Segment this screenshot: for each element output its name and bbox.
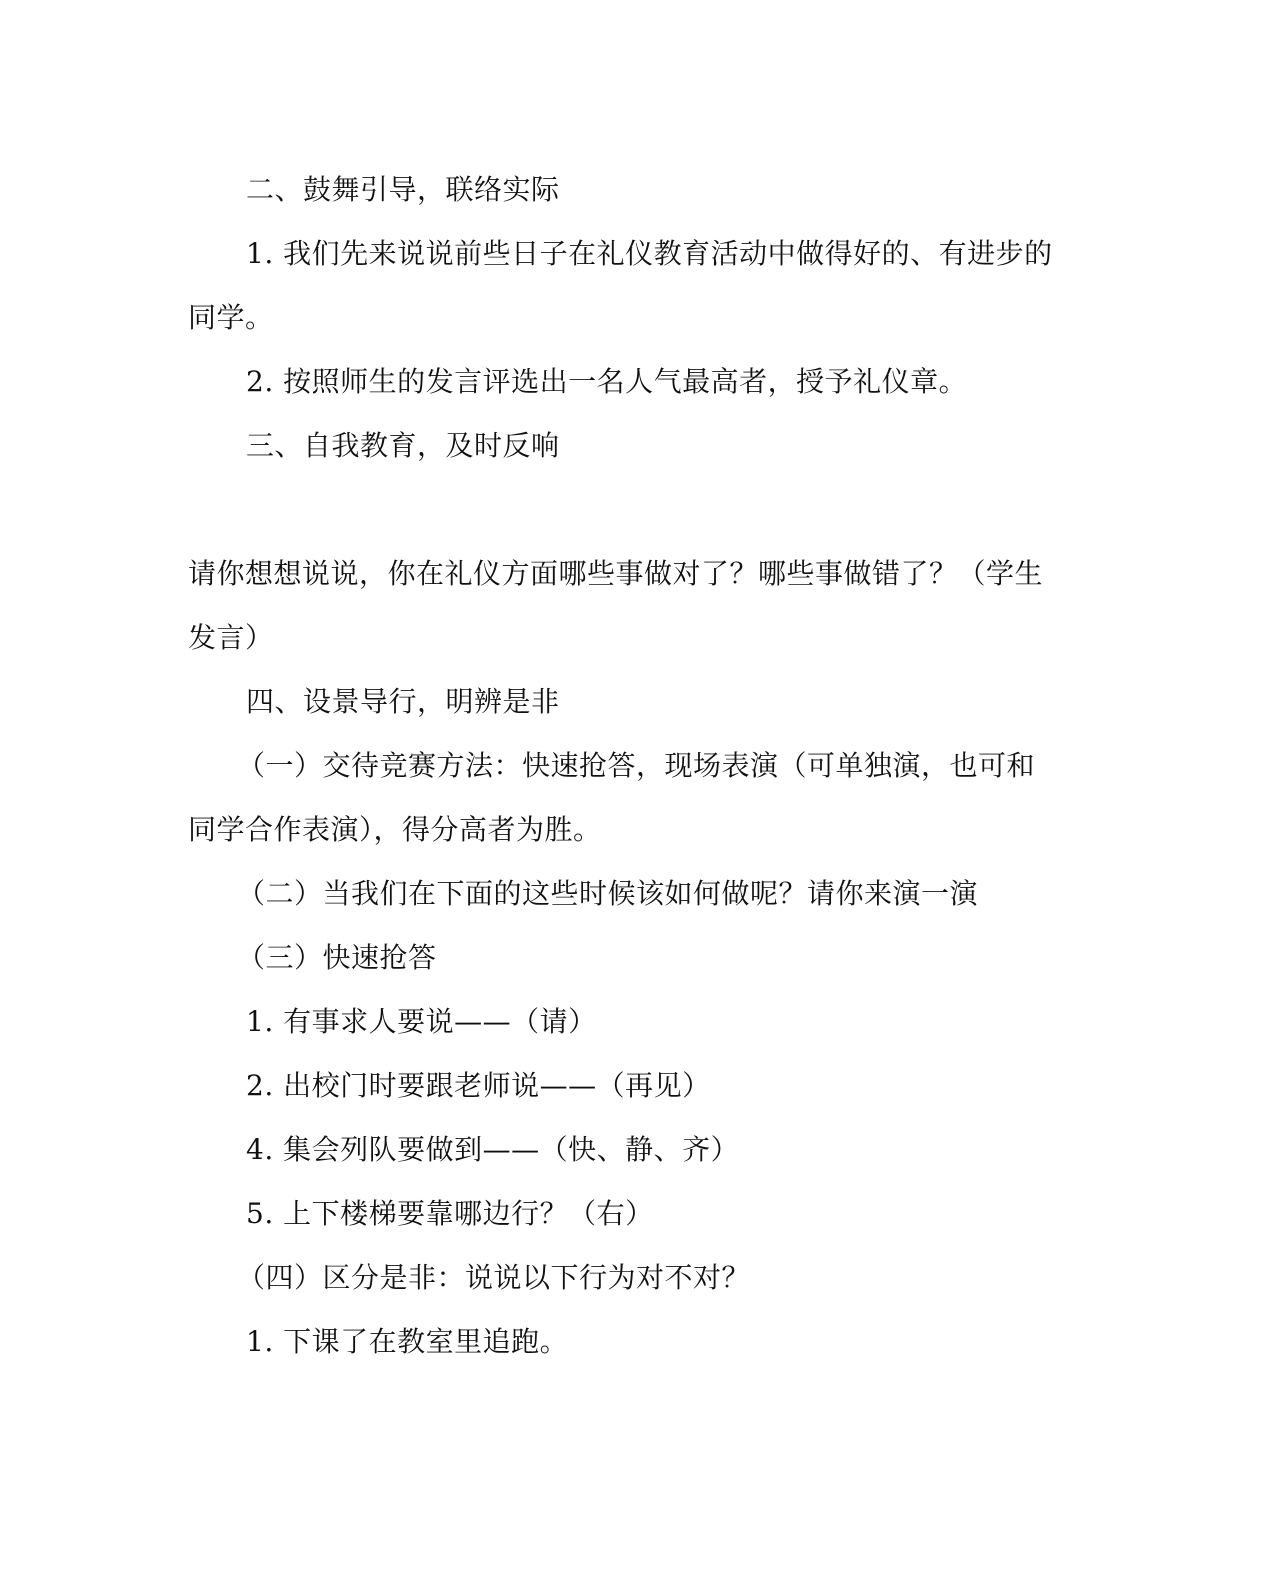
paragraph-line: 2. 按照师生的发言评选出一名人气最高者，授予礼仪章。 <box>246 365 968 398</box>
section-heading-2: 二、鼓舞引导，联络实际 <box>246 173 560 206</box>
list-item: 5. 上下楼梯要靠哪边行？（右） <box>246 1197 654 1230</box>
list-item: 1. 下课了在教室里追跑。 <box>246 1325 569 1358</box>
list-item: 1. 有事求人要说——（请） <box>246 1005 597 1038</box>
paragraph-line: 发言） <box>188 621 274 654</box>
paragraph-line: 请你想想说说，你在礼仪方面哪些事做对了？哪些事做错了？（学生 <box>188 557 1044 590</box>
paragraph-line: （一）交待竞赛方法：快速抢答，现场表演（可单独演，也可和 <box>237 749 1036 782</box>
paragraph-line: 同学合作表演），得分高者为胜。 <box>188 813 602 846</box>
paragraph-line: （二）当我们在下面的这些时候该如何做呢？请你来演一演 <box>237 877 979 910</box>
subheading: （四）区分是非：说说以下行为对不对？ <box>237 1261 751 1294</box>
subheading: （三）快速抢答 <box>237 941 437 974</box>
section-heading-3: 三、自我教育，及时反响 <box>246 429 560 462</box>
list-item: 2. 出校门时要跟老师说——（再见） <box>246 1069 711 1102</box>
section-heading-4: 四、设景导行，明辨是非 <box>246 685 560 718</box>
paragraph-line: 同学。 <box>188 301 274 334</box>
list-item: 4. 集会列队要做到——（快、静、齐） <box>246 1133 740 1166</box>
paragraph-line: 1. 我们先来说说前些日子在礼仪教育活动中做得好的、有进步的 <box>246 237 1053 270</box>
